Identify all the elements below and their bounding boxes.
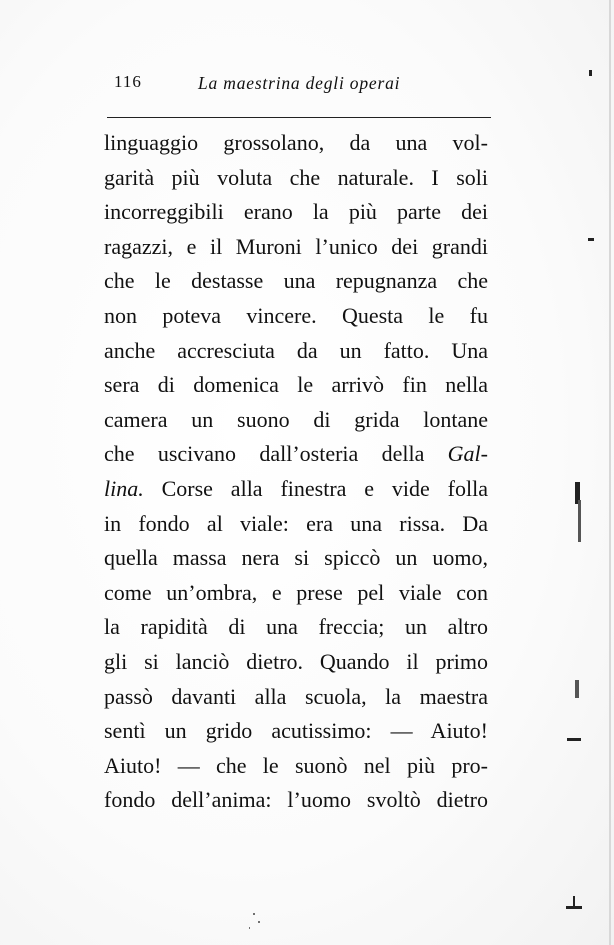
page-number: 116 [114,72,142,91]
body-text [104,126,488,818]
text-line: ragazzi, e il Muroni l’unico dei grandi [104,233,488,259]
text-line: garità più voluta che naturale. I soli [104,164,488,190]
text-line: come un’ombra, e prese pel viale con [104,579,488,605]
text-line: sera di domenica le arrivò fin nella [104,372,488,398]
text-line: la rapidità di una freccia; un altro [104,614,488,640]
text-line: anche accresciuta da un fatto. Una [104,337,488,363]
page-header [114,72,492,98]
italic-text-segment: Gal- [447,441,488,467]
scan-edge-mark [567,738,581,741]
text-line: linguaggio grossolano, da una vol- [104,130,488,155]
paper-speck [253,913,255,915]
text-line: in fondo al viale: era una rissa. Da [104,510,488,536]
text-line: non poteva vincere. Questa le fu [104,302,488,328]
scan-edge-mark [588,238,594,241]
scan-edge-mark [578,500,581,542]
text-line: fondo dell’anima: l’uomo svoltò dietro [104,787,488,813]
text-line [104,472,488,507]
text-line: che le destasse una repugnanza che [104,268,488,294]
text-line: Aiuto! — che le suonò nel più pro- [104,752,488,778]
header-rule [107,117,491,118]
text-line: sentì un grido acutissimo: — Aiuto! [104,718,488,744]
running-title: La maestrina degli operai [198,73,401,93]
scan-edge-mark [573,896,575,908]
italic-text-segment: lina. [104,475,144,501]
text-line [104,437,488,472]
paper-speck [258,921,260,923]
text-line: incorreggibili erano la più parte dei [104,199,488,225]
scan-edge-mark [589,70,592,76]
scan-edge-mark [609,0,611,945]
text-segment: che uscivano dall’osteria della [104,441,425,467]
scan-edge-mark [575,680,579,698]
paper-speck [249,927,250,929]
text-line: gli si lanciò dietro. Quando il primo [104,648,488,674]
text-line: passò davanti alla scuola, la maestra [104,683,488,709]
text-line: camera un suono di grida lontane [104,406,488,432]
text-segment: Corse alla finestra e vide folla [161,475,488,501]
text-line: quella massa nera si spiccò un uomo, [104,545,488,571]
